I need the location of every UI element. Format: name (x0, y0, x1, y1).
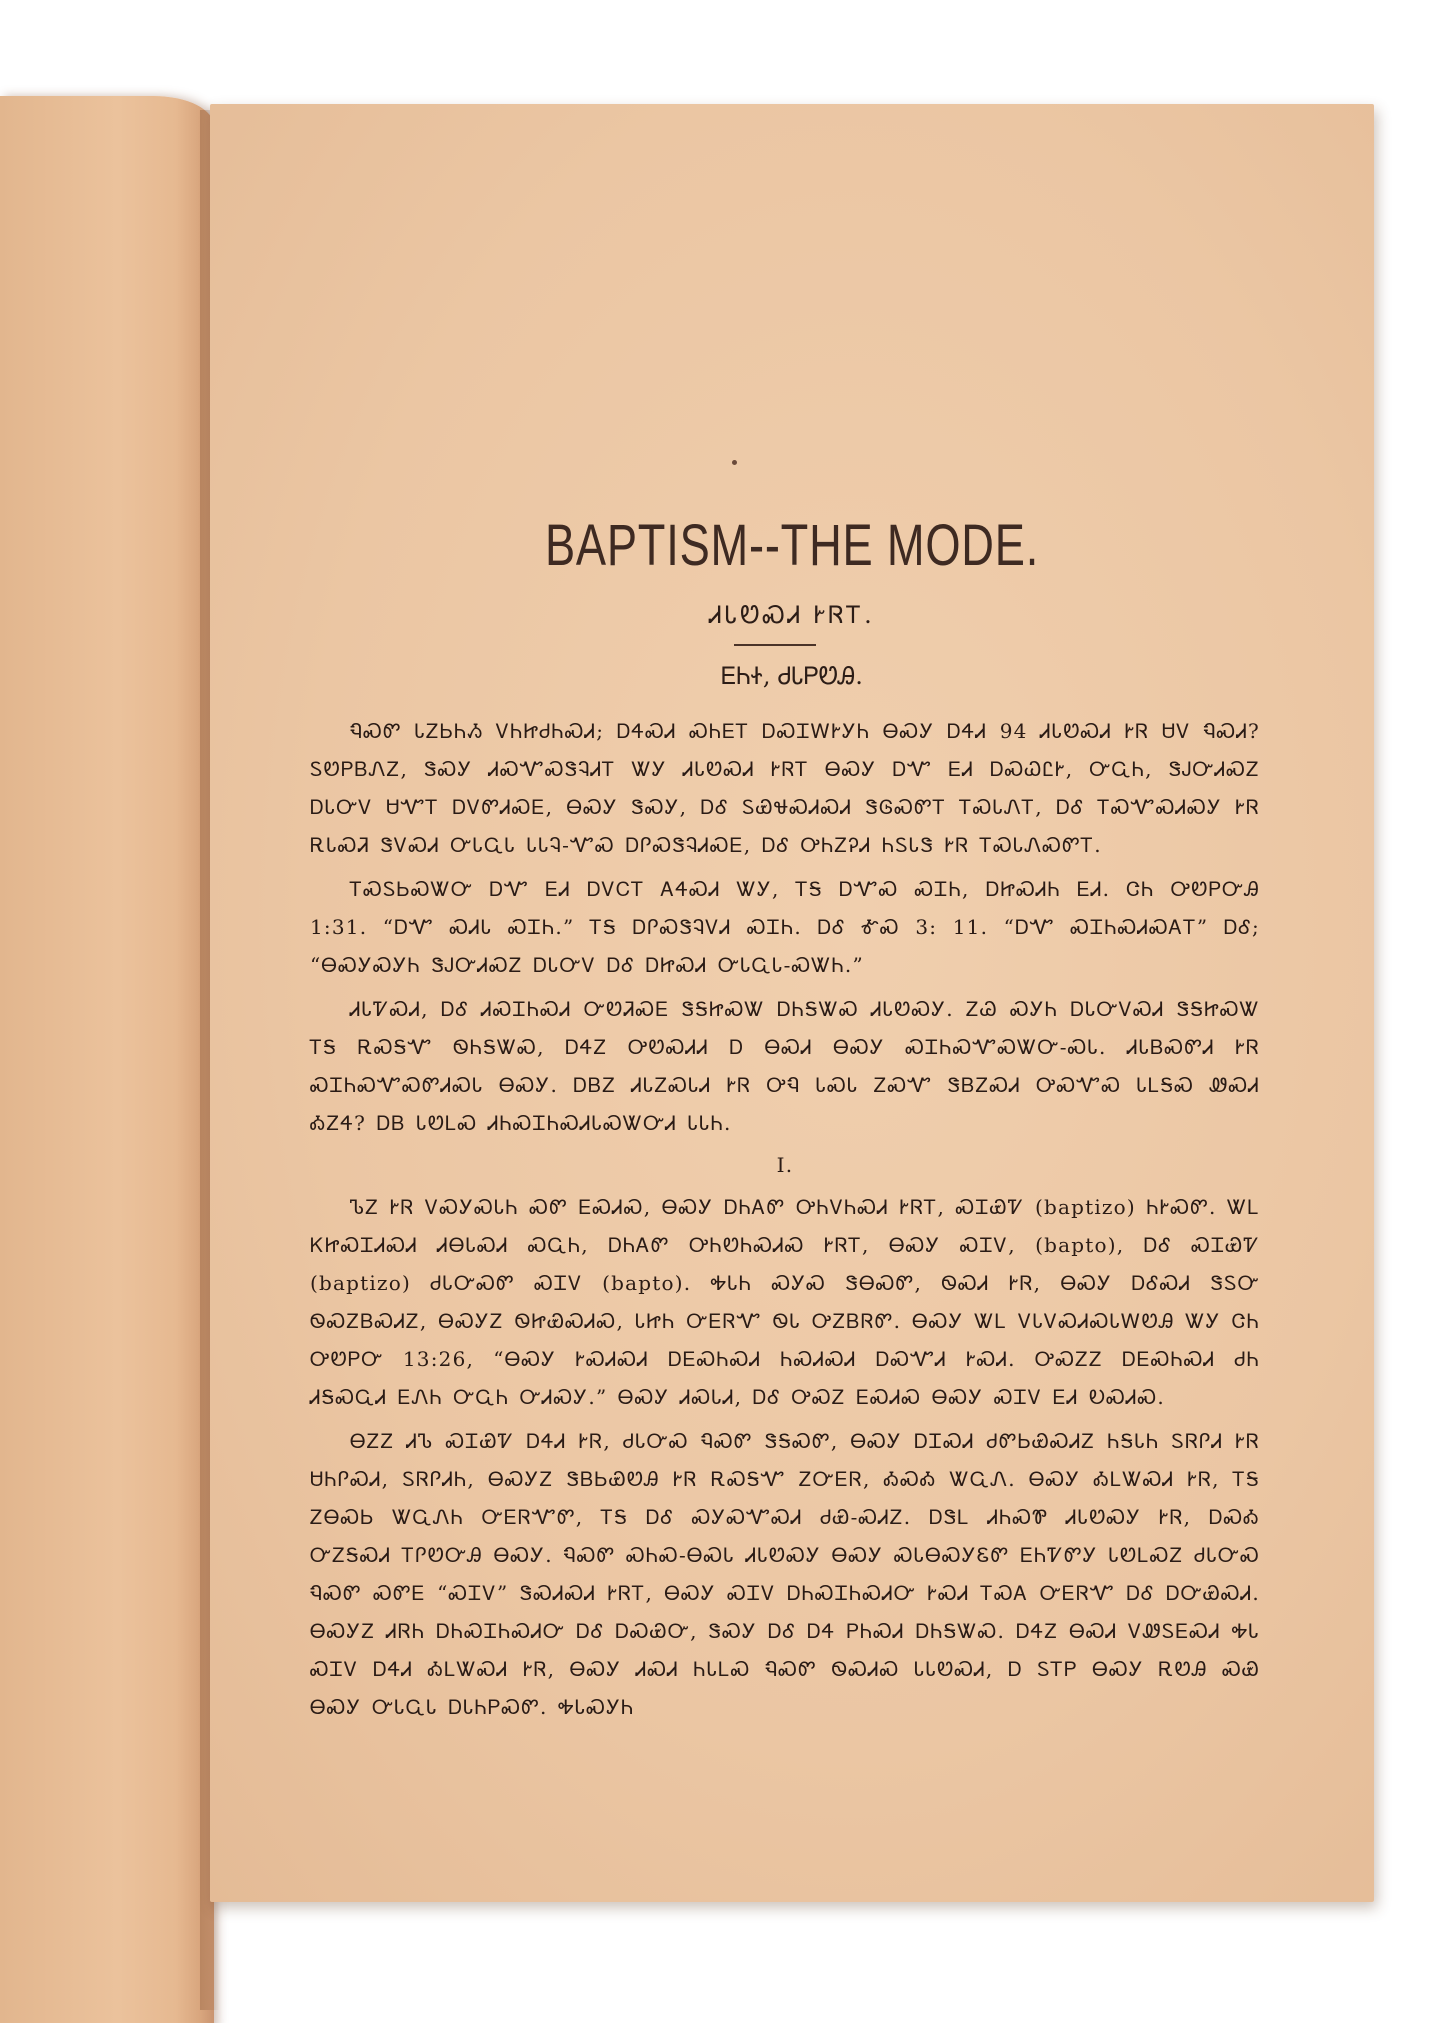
title-rule (734, 644, 816, 646)
paragraph: ᏗᏓᏤᏍᏗ, ᎠᎴ ᏗᏍᏆᏂᏍᏗ ᏅᏬᏘᏍᎬ ᏕᎦᏥᏍᏔ ᎠᏂᎦᏔᏍ ᏗᏓᏬᏍᎩ. ᏃᏊ ᏍᎩᏂ ᎠᏓᏅᏙᏍᏗ ᏕᎦᏥᏍᏔ ᎢᎦ ᎡᏍᎦᏉ ᏫᏂᎦᏔᏍ, ᎠᏎᏃ ᎤᏬᏍᏗᏗ Ꭰ ᎾᏍᏗ ᎾᏍᎩ ᏍᏆᏂᏍᏉᏍᏔᏅ-ᏍᏓ. ᏗᏓᏴᏍᏛᏗ ᎨᏒ ᏍᏆᏂᏍᏉᏍᏛᏗᏍᏓ ᎾᏍᎩ. ᎠᏴᏃ ᏗᏓᏃᏍᏓᏗ ᎨᏒ ᎤᏄ ᏓᏍᏓ ᏃᏍᏉ ᏕᏴᏃᏍᏗ ᎤᏍᏉᏍ ᏓᏞᎦᏍ ᏪᏍᏗ ᎣᏃᏎ? ᎠᏴ ᏓᏬᏞᏍ ᏗᏂᏍᏆᏂᏍᏗᏓᏍᏔᏅᏗ ᏓᏓᏂ. (310, 997, 1260, 1135)
book-page (210, 104, 1374, 1902)
paragraph: ᏄᏍᏛ ᏓᏃᏏᏂᏱ ᏙᏂᏥᏧᏂᏍᏗ; ᎠᏎᏍᏗ ᏍᏂᎬᎢ ᎠᏍᏆᎳᎨᎩᏂ ᎾᏍᎩ ᎠᏎᏗ 94 ᏗᏓᏬᏍᏗ ᎨᏒ ᏌᏙ ᏄᏍᏗ? ᏚᏬᏢᏴᏁᏃ, ᏕᏍᎩ ᏗᏍᏉᏍᏕᎸᏗᎢ ᏔᎩ ᏗᏓᏬᏍᏗ ᎨᏒᎢ ᎾᏍᎩ ᎠᏉ ᎬᏗ ᎠᏍᏇᏝᎨ, ᏅᏩᏂ, ᏕᎫᏅᏗᏍᏃ ᎠᏓᏅᏙ ᏌᏉᎢ ᎠᏙᏛᏗᏍᎬ, ᎾᏍᎩ ᏕᏍᎩ, ᎠᎴ ᏚᏯᏠᏍᏗᏍᏗ ᏕᎶᏍᏛᎢ ᎢᏍᏓᏁᎢ, ᎠᎴ ᎢᏍᏉᏍᏗᏍᎩ ᎨᏒ ᎡᏓᏍᏘ ᏕᏙᏍᏗ ᏅᏓᏩᏓ ᏓᏓᎸ-ᏉᏍ ᎠᎵᏍᏕᎸᏗᏍᎬ, ᎠᎴ ᎤᏂᏃᎮᏗ ᏂᏚᏓᏕ ᎨᏒ ᎢᏍᏓᏁᏍᏛᎢ. (310, 719, 1260, 857)
cherokee-subtitle: ᏗᏓᏬᏍᏗ ᎨᏒᎢ. (709, 601, 875, 629)
page-title: BAPTISM--THE MODE. (544, 513, 1040, 578)
paragraph: ᎾᏃᏃ ᏗᏖ ᏍᏆᏯᏤ ᎠᏎᏗ ᎨᏒ, ᏧᏓᏅᏍ ᏄᏍᏛ ᏕᎦᏍᏛ, ᎾᏍᎩ ᎠᏆᏍᏗ ᏧᏛᏏᏯᏍᏗᏃ ᏂᎦᏓᏂ ᏚᏒᎵᏗ ᎨᏒ ᏌᏂᎵᏍᏗ, ᏚᏒᎵᏗᏂ, ᎾᏍᎩᏃ ᏕᏴᏏᏯᏬᎯ ᎨᏒ ᎡᏍᎦᏉ ᏃᏅᎬᏒ, ᎣᏍᎣ ᏔᏩᏁ. ᎾᏍᎩ ᎣᏞᏔᏍᏗ ᎨᏒ, ᎢᎦ ᏃᎾᏍᏏ ᏔᏩᏁᏂ ᏅᎬᏒᏉᏛ, ᎢᎦ ᎠᎴ ᏍᎩᏍᏉᏍᏗ ᏧᏯ-ᏍᏗᏃ. ᎠᏕᏞ ᏗᏂᏍᏈ ᏗᏓᏬᏍᎩ ᎨᏒ, ᎠᏍᎣ ᏅᏃᎦᏍᏗ ᎢᎵᏬᏅᎯ ᎾᏍᎩ. ᏄᏍᏛ ᏍᏂᏍ-ᎾᏍᏓ ᏗᏓᏬᏍᎩ ᎾᏍᎩ ᏍᏓᎾᏍᎩᏋᏛ ᎬᏂᏤᏛᎩ ᏓᏬᏞᏍᏃ ᏧᏓᏅᏍ ᏄᏍᏛ ᏍᏛᎬ “ᏍᏆᏙ” ᏕᏍᏗᏍᏗ ᎨᏒᎢ, ᎾᏍᎩ ᏍᏆᏙ ᎠᏂᏍᏆᏂᏍᏗᏅ ᎨᏍᏗ ᎢᏍᎪ ᏅᎬᏒᏉ ᎠᎴ ᎠᏅᏯᏍᏗ. ᎾᏍᎩᏃ ᏗᏒᏂ ᎠᏂᏍᏆᏂᏍᏗᏅ ᎠᎴ ᎠᏍᏯᏅ, ᏕᏍᎩ ᎠᎴ ᎠᏎ ᏢᏂᏍᏗ ᎠᏂᎦᏔᏍ. ᎠᏎᏃ ᎾᏍᏗ ᏙᏪᏚᎬᏍᏗ ᎭᏓ ᏍᏆᏙ ᎠᏎᏗ ᎣᏞᏔᏍᏗ ᎨᏒ, ᎾᏍᎩ ᏗᏍᏗ ᏂᏓᏞᏍ ᏄᏍᏛ ᏫᏍᏗᏍ ᏓᏓᏬᏍᏗ, Ꭰ ᏚᎢᏢ ᎾᏍᎩ ᎡᏬᎯ ᏍᏯ ᎾᏍᎩ ᏅᏓᏩᏓ ᎠᏓᏂᏢᏍᏛ. ᎭᏓᏍᎩᏂ (310, 1429, 1260, 1719)
body-text (310, 712, 1260, 1732)
author-byline: ᎬᏂᏐ, ᏧᏓᏢᏬᎯ. (721, 662, 863, 690)
section-marker: I. (776, 1153, 794, 1177)
ink-speck (732, 460, 737, 465)
paragraph: ᏖᏃ ᎨᏒ ᏙᏍᎩᏍᏓᏂ ᏍᏛ ᎬᏍᏗᏍ, ᎾᏍᎩ ᎠᏂᎪᏛ ᎤᏂᏙᏂᏍᏗ ᎨᏒᎢ, ᏍᏆᏯᏤ (baptizo) ᏂᎨᏍᏛ. ᏔᏞ ᏦᏥᏍᏆᏗᏍᏗ ᏗᎾᏓᏍᏗ ᏍᏩᏂ, ᎠᏂᎪᏛ ᎤᏂᏬᏂᏍᏗᏍ ᎨᏒᎢ, ᎾᏍᎩ ᏍᏆᏙ, (bapto), ᎠᎴ ᏍᏆᏯᏤ (baptizo) ᏧᏓᏅᏍᏛ ᏍᏆᏙ (bapto). ᎭᏓᏂ ᏍᎩᏍ ᏕᎾᏍᏛ, ᏫᏍᏗ ᎨᏒ, ᎾᏍᎩ ᎠᎴᏍᏗ ᏕᏚᏅ ᏫᏍᏃᏴᏍᏗᏃ, ᎾᏍᎩᏃ ᏫᏥᏯᏍᏗᏍ, ᏓᏥᏂ ᏅᎬᏒᏉ ᏫᏓ ᎤᏃᏴᏒᏛ. ᎾᏍᎩ ᏔᏞ ᏙᏓᏙᏍᏗᏍᏓᎳᏬᎯ ᏔᎩ ᏣᏂ ᎤᏬᏢᏅ 13:26, “ᎾᏍᎩ ᎨᏍᏗᏍᏗ ᎠᎬᏍᏂᏍᏗ ᏂᏍᏗᏍᏗ ᎠᏍᏉᏗ ᎨᏍᏗ. ᎤᏍᏃᏃ ᎠᎬᏍᏂᏍᏗ ᏧᏂ ᏗᎦᏍᏩᏗ ᎬᏁᏂ ᏅᏩᏂ ᏅᏗᏍᎩ.” ᎾᏍᎩ ᏗᏍᏓᏗ, ᎠᎴ ᎤᏍᏃ ᎬᏍᏗᏍ ᎾᏍᎩ ᏍᏆᏙ ᎬᏗ ᎧᏍᏗᏍ. (310, 1195, 1260, 1409)
left-facing-page (0, 96, 214, 2023)
paragraph: ᎢᏍᏚᏏᏍᏔᏅ ᎠᏉ ᎬᏗ ᎠᏙᏟᎢ ᎪᏎᏍᏗ ᏔᎩ, ᎢᎦ ᎠᏉᏍ ᏍᏆᏂ, ᎠᏥᏍᏗᏂ ᎬᏗ. ᏣᏂ ᎤᏬᏢᏅᎯ 1:31. “ᎠᏉ ᏍᏗᏓ ᏍᏆᏂ.” ᎢᎦ ᎠᎵᏍᏕᎸᏙᏗ ᏍᏆᏂ. ᎠᎴ ᎹᏍ 3: 11. “ᎠᏉ ᏍᏆᏂᏍᏗᏍᎪᎢ” ᎠᎴ; “ᎾᏍᎩᏍᎩᏂ ᏕᎫᏅᏗᏍᏃ ᎠᏓᏅᏙ ᎠᎴ ᎠᏥᏍᏗ ᏅᏓᏩᏓ-ᏍᏔᏂ.” (310, 877, 1260, 977)
